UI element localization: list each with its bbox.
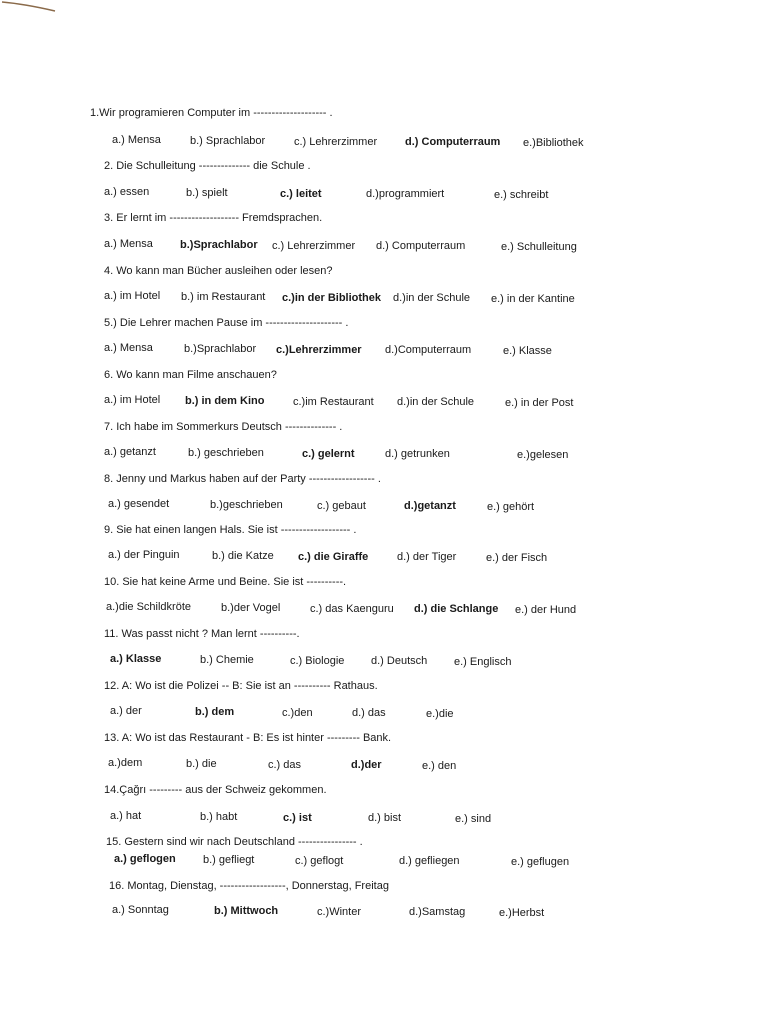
answer-option: b.) habt — [200, 811, 238, 823]
question-text: 8. Jenny und Markus haben auf der Party ------------------ . — [104, 473, 381, 485]
question-text: 3. Er lernt im ------------------- Fremdsprachen. — [104, 212, 323, 224]
answer-option: e.) sind — [455, 813, 492, 825]
answer-option: b.) die Katze — [212, 550, 274, 562]
question-text: 6. Wo kann man Filme anschauen? — [104, 369, 277, 381]
question-text: 7. Ich habe im Sommerkurs Deutsch -------------- . — [104, 421, 343, 433]
question-text: 5.) Die Lehrer machen Pause im --------------------- . — [104, 317, 349, 329]
answer-option: e.) gehört — [487, 501, 535, 513]
answer-option: b.) dem — [195, 706, 235, 718]
answer-option: c.) Lehrerzimmer — [272, 240, 356, 252]
answer-option: e.) in der Post — [505, 397, 574, 409]
answer-option: d.) das — [352, 707, 386, 719]
answer-option: a.)die Schildkröte — [106, 601, 191, 613]
answer-option: c.) das — [268, 759, 302, 771]
answer-option: d.) Computerraum — [405, 136, 501, 148]
answer-option: a.) Klasse — [110, 653, 162, 665]
answer-option: a.) der Pinguin — [108, 549, 180, 561]
answer-option: d.) die Schlange — [414, 603, 499, 615]
answer-option: d.) Deutsch — [371, 655, 428, 667]
answer-option: c.) leitet — [280, 188, 322, 200]
answer-option: d.) der Tiger — [397, 551, 457, 563]
answer-option: d.) Computerraum — [376, 240, 466, 252]
answer-option: b.)der Vogel — [221, 602, 281, 614]
answer-option: c.) Biologie — [290, 655, 345, 667]
answer-option: a.) getanzt — [104, 446, 156, 458]
answer-option: b.) im Restaurant — [181, 291, 266, 303]
pen-stroke-mark — [0, 0, 60, 14]
answer-option: b.) Chemie — [200, 654, 254, 666]
answer-option: a.) im Hotel — [104, 290, 161, 302]
answer-option: b.) Mittwoch — [214, 905, 279, 917]
answer-option: b.) gefliegt — [203, 854, 255, 866]
answer-option: b.)geschrieben — [210, 499, 283, 511]
question-text: 1.Wir programieren Computer im -------------------- . — [90, 107, 333, 119]
answer-option: c.)Lehrerzimmer — [276, 344, 362, 356]
answer-option: c.)Winter — [317, 906, 361, 918]
answer-option: e.) Schulleitung — [501, 241, 577, 253]
answer-option: b.) in dem Kino — [185, 395, 265, 407]
answer-option: a.) der — [110, 705, 142, 717]
answer-option: d.)der — [351, 759, 382, 771]
answer-option: e.)gelesen — [517, 449, 569, 461]
answer-option: e.) in der Kantine — [491, 293, 575, 305]
answer-option: a.)dem — [108, 757, 143, 769]
answer-option: c.)im Restaurant — [293, 396, 374, 408]
answer-option: e.) der Fisch — [486, 552, 548, 564]
answer-option: e.) der Hund — [515, 604, 577, 616]
answer-option: c.) Lehrerzimmer — [294, 136, 378, 148]
answer-option: e.) geflugen — [511, 856, 570, 868]
answer-option: a.) Sonntag — [112, 904, 169, 916]
question-text: 14.Çağrı --------- aus der Schweiz gekommen. — [104, 784, 327, 796]
answer-option: e.)Bibliothek — [523, 137, 584, 149]
answer-option: c.) gelernt — [302, 448, 355, 460]
answer-option: d.) gefliegen — [399, 855, 460, 867]
answer-option: c.) das Kaenguru — [310, 603, 394, 615]
question-text: 13. A: Wo ist das Restaurant - B: Es ist hinter --------- Bank. — [104, 732, 392, 744]
answer-option: a.) Mensa — [112, 134, 161, 146]
answer-option: a.) Mensa — [104, 238, 153, 250]
answer-option: d.)in der Schule — [397, 396, 475, 408]
answer-option: b.) die — [186, 758, 217, 770]
answer-option: a.) essen — [104, 186, 150, 198]
answer-option: b.) spielt — [186, 187, 228, 199]
answer-option: b.)Sprachlabor — [184, 343, 257, 355]
answer-option: b.)Sprachlabor — [180, 239, 258, 251]
question-text: 10. Sie hat keine Arme und Beine. Sie ist ----------. — [104, 576, 347, 588]
question-text: 4. Wo kann man Bücher ausleihen oder lesen? — [104, 265, 333, 277]
answer-option: d.)getanzt — [404, 500, 456, 512]
answer-option: c.)den — [282, 707, 313, 719]
question-text: 15. Gestern sind wir nach Deutschland ---------------- . — [106, 836, 363, 848]
answer-option: e.) schreibt — [494, 189, 549, 201]
answer-option: a.) im Hotel — [104, 394, 161, 406]
question-text: 11. Was passt nicht ? Man lernt ----------. — [104, 628, 300, 640]
answer-option: a.) hat — [110, 810, 142, 822]
answer-option: c.) geflogt — [295, 855, 344, 867]
answer-option: a.) gesendet — [108, 498, 170, 510]
question-text: 12. A: Wo ist die Polizei -- B: Sie ist an ---------- Rathaus. — [104, 680, 378, 692]
answer-option: d.)in der Schule — [393, 292, 471, 304]
answer-option: d.)programmiert — [366, 188, 445, 200]
answer-option: d.) getrunken — [385, 448, 450, 460]
answer-option: c.) gebaut — [317, 500, 366, 512]
answer-option: e.) Englisch — [454, 656, 512, 668]
answer-option: b.) Sprachlabor — [190, 135, 266, 147]
answer-option: c.)in der Bibliothek — [282, 292, 382, 304]
answer-option: a.) Mensa — [104, 342, 153, 354]
answer-option: c.) die Giraffe — [298, 551, 369, 563]
answer-option: e.)die — [426, 708, 454, 720]
question-text: 16. Montag, Dienstag, ------------------, Donnerstag, Freitag — [109, 880, 389, 892]
answer-option: e.) den — [422, 760, 457, 772]
answer-option: d.)Computerraum — [385, 344, 472, 356]
question-text: 2. Die Schulleitung -------------- die Schule . — [104, 160, 311, 172]
answer-option: d.) bist — [368, 812, 402, 824]
answer-option: c.) ist — [283, 812, 312, 824]
answer-option: e.) Klasse — [503, 345, 552, 357]
question-text: 9. Sie hat einen langen Hals. Sie ist ------------------- . — [104, 524, 357, 536]
answer-option: d.)Samstag — [409, 906, 466, 918]
answer-option: a.) geflogen — [114, 853, 176, 865]
answer-option: b.) geschrieben — [188, 447, 264, 459]
answer-option: e.)Herbst — [499, 907, 545, 919]
